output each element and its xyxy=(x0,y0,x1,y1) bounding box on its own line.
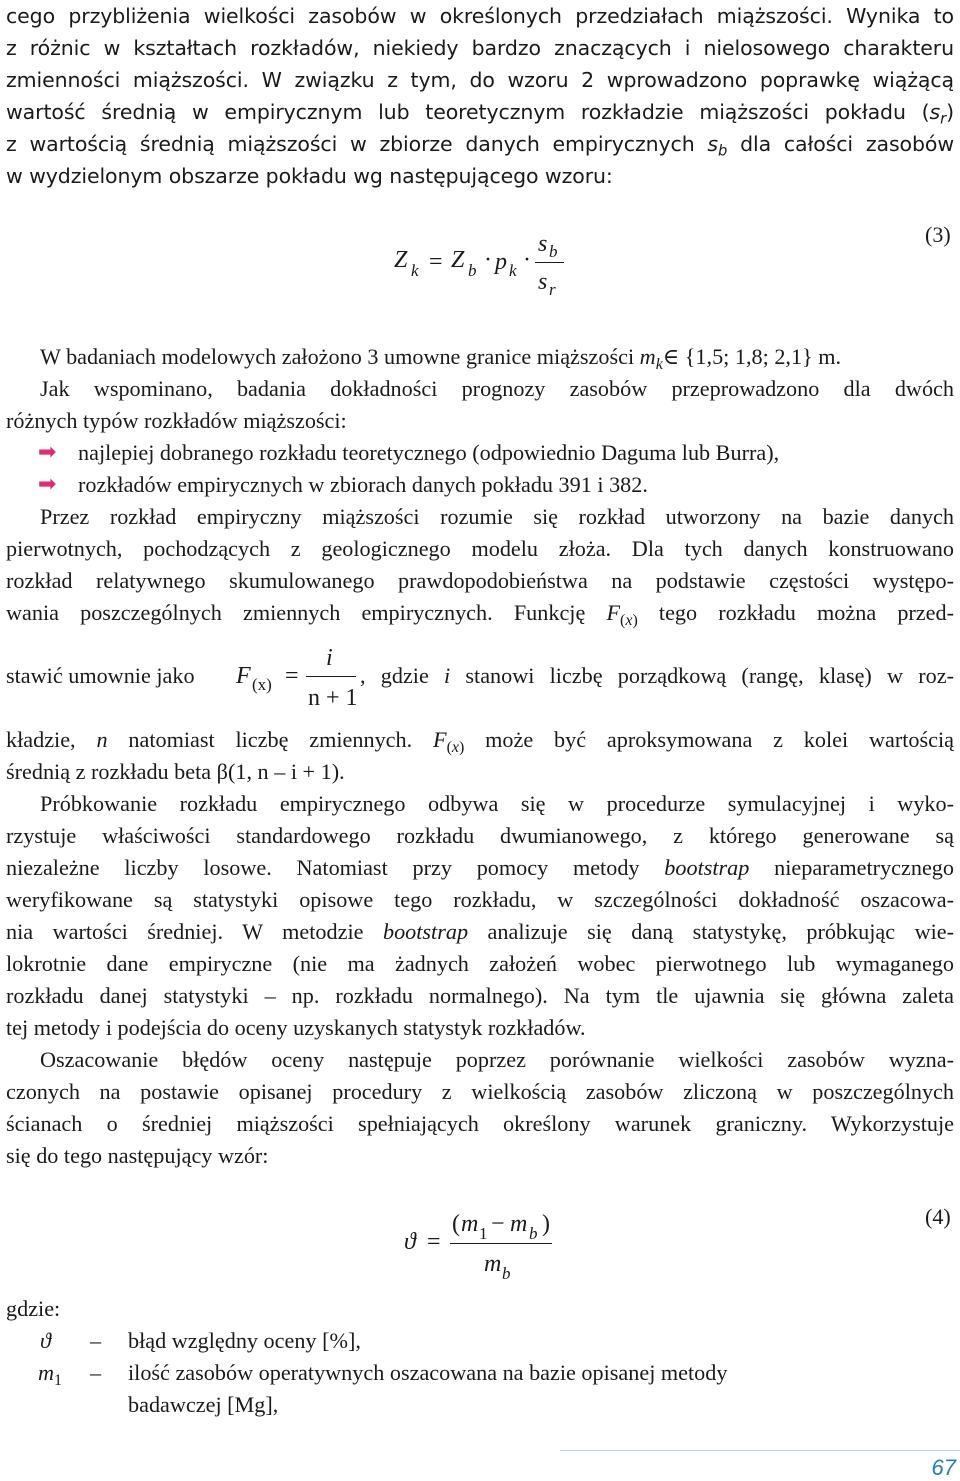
list-item: rozkładów empirycznych w zbiorach danych pokładu 391 i 382. xyxy=(78,472,648,497)
list-item: najlepiej dobranego rozkładu teoretycznego (odpowiednio Daguma lub Burra), xyxy=(78,440,780,465)
definition-text: badawczej [Mg], xyxy=(128,1392,279,1417)
fraction-bar xyxy=(306,676,356,677)
equation-number: (3) xyxy=(925,222,951,247)
bullet-arrow-icon: ➡ xyxy=(38,440,57,465)
text-line: kładzie, n natomiast liczbę zmiennych. $F_{(x)}$ może być aproksymowana z kolei wartością xyxy=(6,727,954,756)
fraction-bar xyxy=(450,1243,552,1244)
text-line: się do tego następujący wzór: xyxy=(6,1143,269,1168)
text-line: niezależne liczby losowe. Natomiast przy pomocy metody bootstrap nieparametrycznego xyxy=(6,855,954,880)
definition-symbol: $m_1$ xyxy=(38,1360,63,1390)
definition-text: błąd względny oceny [%], xyxy=(128,1328,361,1353)
definition-text: ilość zasobów operatywnych oszacowana na bazie opisanej metody xyxy=(128,1360,728,1385)
text-line: gdzie: xyxy=(6,1296,61,1321)
text-line: stawić umownie jako xyxy=(6,663,195,688)
text-line: różnych typów rozkładów miąższości: xyxy=(6,408,347,433)
text-line: Próbkowanie rozkładu empirycznego odbywa się w procedurze symulacyjnej i wyko- xyxy=(40,791,954,816)
text-line: Przez rozkład empiryczny miąższości rozumie się rozkład utworzony na bazie danych xyxy=(40,504,954,529)
text-line: tej metody i podejścia do oceny uzyskanych statystyk rozkładów. xyxy=(6,1015,586,1040)
footer-rule xyxy=(560,1450,960,1451)
definition-dash: – xyxy=(90,1360,102,1385)
document-page: cego przybliżenia wielkości zasobów w określonych przedziałach miąższości. Wynika to z różnic w kształtach rozkładów, niekiedy bardzo znaczących i nielosowego charakteru zmienności miąższości. W związku z tym, do wzoru 2 wprowadzono poprawkę wiążącą wartość średnią w empirycznym lub teoretycznym rozkładzie miąższości pokładu $(s_r)$ z wartością średnią miąższości w zbiorze danych empirycznych $s_b$ dla całości zasobów w wydzielonym obszarze pokładu wg następującego wzoru: Z k = Z b · p k · s b s r (3) W badaniach modelowych założono 3 umowne granice miąższości $m_k\in$ {1,5; 1,8; 2,1} m. Jak wspominano, badania dokładności prognozy zasobów przeprowadzono dla dwóch różnych typów rozkładów miąższości: ➡ najlepiej dobranego rozkładu teoretycznego (odpowiednio Daguma lub Burra), ➡ rozkładów empirycznych w zbiorach danych pokładu 391 i 382. Przez rozkład empiryczny miąższości rozumie się rozkład utworzony na bazie danych pierwotnych, pochodzących z geologicznego modelu złoża. Dla tych danych konstruowano rozkład relatywnego skumulowanego prawdopodobieństwa na podstawie częstości występo- wania poszczególnych zmiennych empirycznych. Funkcję $F_{(x)}$ tego rozkładu można przed- stawić umownie jako F (x) = i n + 1 , gdzie i stanowi liczbę porządkową (rangę, klasę) w roz- kładzie, n natomiast liczbę zmiennych. $F_{(x)}$ może być aproksymowana z kolei wartością średnią z rozkładu beta β(1, n – i + 1). Próbkowanie rozkładu empirycznego odbywa się w procedurze symulacyjnej i wyko- rzystuje właściwości standardowego rozkładu dwumianowego, z którego generowane są niezależne liczby losowe. Natomiast przy pomocy metody bootstrap nieparametrycznego weryfikowane są statystyki opisowe tego rozkładu, w szczególności dokładność oszacowa- nia wartości średniej. W metodzie bootstrap analizuje się daną statystykę, próbkując wie- lokrotnie dane empiryczne (nie ma żadnych założeń wobec pierwotnego lub wymaganego rozkładu danej statystyki – np. rozkładu normalnego). Na tym tle ujawnia się główna zaleta tej metody i podejścia do oceny uzyskanych statystyk rozkładów. Oszacowanie błędów oceny następuje poprzez porównanie wielkości zasobów wyzna- czonych na postawie opisanej procedury z wielkością zasobów zliczoną w poszczególnych ścianach o średniej miąższości spełniających określony warunek graniczny. Wykorzystuje się do tego następujący wzór: ϑ = ( m 1 − m b ) m b (4) gdzie: ϑ – błąd względny oceny [%], $m_1$ – ilość zasobów operatywnych oszacowana na bazie opisanej metody badawczej [Mg], 67 xyxy=(0,0,960,1479)
text-line: rozkład relatywnego skumulowanego prawdopodobieństwa na podstawie częstości występo- xyxy=(6,568,954,593)
bullet-arrow-icon: ➡ xyxy=(38,472,57,497)
page-number: 67 xyxy=(931,1455,956,1480)
text-line: lokrotnie dane empiryczne (nie ma żadnych założeń wobec pierwotnego lub wymaganego xyxy=(6,951,954,976)
definition-symbol: ϑ xyxy=(40,1328,51,1353)
text-line: z różnic w kształtach rozkładów, niekiedy bardzo znaczących i nielosowego charakteru xyxy=(6,36,954,60)
text-line: średnią z rozkładu beta β(1, n – i + 1). xyxy=(6,759,345,784)
text-line: pierwotnych, pochodzących z geologicznego modelu złoża. Dla tych danych konstruowano xyxy=(6,536,954,561)
text-line: z wartością średnią miąższości w zbiorze danych empirycznych $s_b$ dla całości zasobów xyxy=(6,132,954,160)
text-line: , gdzie i stanowi liczbę porządkową (rangę, klasę) w roz- xyxy=(360,663,954,688)
text-line: wania poszczególnych zmiennych empirycznych. Funkcję $F_{(x)}$ tego rozkładu można przed- xyxy=(6,600,954,629)
text-line: W badaniach modelowych założono 3 umowne granice miąższości $m_k\in$ {1,5; 1,8; 2,1} m. xyxy=(40,344,842,374)
text-line: Jak wspominano, badania dokładności prognozy zasobów przeprowadzono dla dwóch xyxy=(40,376,954,401)
text-line: rzystuje właściwości standardowego rozkładu dwumianowego, z którego generowane są xyxy=(6,823,954,848)
text-line: rozkładu danej statystyki – np. rozkładu normalnego). Na tym tle ujawnia się główna zaleta xyxy=(6,983,954,1008)
text-line: wartość średnią w empirycznym lub teoretycznym rozkładzie miąższości pokładu $(s_r)$ xyxy=(6,100,954,128)
text-line: czonych na postawie opisanej procedury z wielkością zasobów zliczoną w poszczególnych xyxy=(6,1079,954,1104)
text-line: ścianach o średniej miąższości spełniających określony warunek graniczny. Wykorzystuje xyxy=(6,1111,954,1136)
text-line: Oszacowanie błędów oceny następuje poprzez porównanie wielkości zasobów wyzna- xyxy=(40,1047,954,1072)
fraction-bar xyxy=(535,262,564,263)
text-line: cego przybliżenia wielkości zasobów w określonych przedziałach miąższości. Wynika to xyxy=(6,4,954,28)
text-line: zmienności miąższości. W związku z tym, do wzoru 2 wprowadzono poprawkę wiążącą xyxy=(6,68,954,92)
definition-dash: – xyxy=(90,1328,102,1353)
equation-number: (4) xyxy=(925,1204,951,1229)
text-line: w wydzielonym obszarze pokładu wg następującego wzoru: xyxy=(6,164,613,188)
text-line: weryfikowane są statystyki opisowe tego rozkładu, w szczególności dokładność oszacowa- xyxy=(6,887,954,912)
text-line: nia wartości średniej. W metodzie bootstrap analizuje się daną statystykę, próbkując wie- xyxy=(6,919,954,944)
